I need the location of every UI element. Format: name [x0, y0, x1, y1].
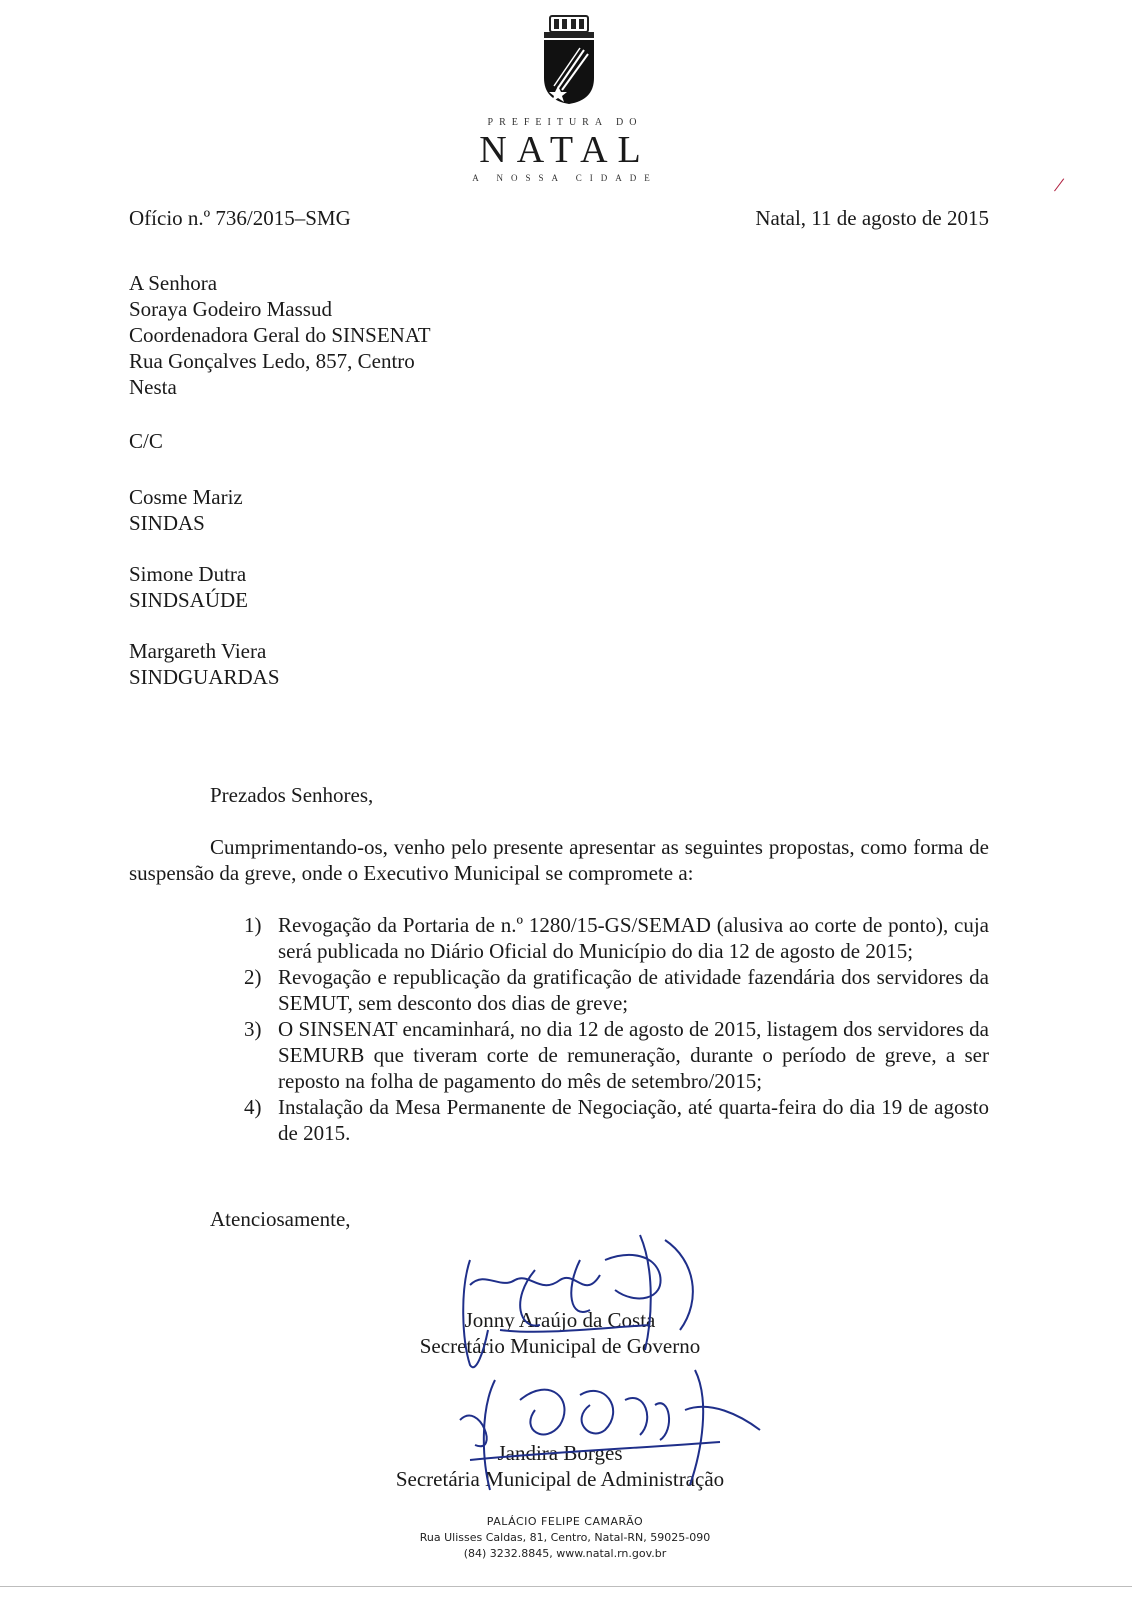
cc-org: SINDAS — [129, 511, 205, 535]
recipient-line: Nesta — [129, 375, 177, 399]
letter-footer — [360, 1514, 770, 1562]
proposal-item — [244, 964, 989, 1016]
recipient-line: Coordenadora Geral do SINSENAT — [129, 323, 431, 347]
proposal-item — [244, 1094, 989, 1146]
bottom-divider — [0, 1586, 1132, 1587]
proposal-number: 3) — [244, 1017, 262, 1041]
letterhead-prefix: PREFEITURA DO — [487, 117, 643, 128]
letterhead-tagline: A NOSSA CIDADE — [472, 173, 658, 183]
footer-address: Rua Ulisses Caldas, 81, Centro, Natal-RN, 59025-090 — [419, 1531, 711, 1544]
cc-entry — [129, 638, 280, 690]
margin-pen-mark: / — [1052, 171, 1066, 198]
cc-entry — [129, 484, 243, 536]
signatory-title: Secretário Municipal de Governo — [419, 1334, 701, 1358]
signatory-title: Secretária Municipal de Administração — [395, 1467, 725, 1491]
cc-org: SINDSAÚDE — [129, 588, 249, 612]
cc-org: SINDGUARDAS — [129, 665, 280, 689]
cc-label: C/C — [129, 429, 163, 453]
proposal-text: Instalação da Mesa Permanente de Negociação, até quarta-feira do dia 19 de agosto de 2015. — [278, 1095, 989, 1145]
footer-building: PALÁCIO FELIPE CAMARÃO — [486, 1515, 644, 1528]
proposal-text: Revogação da Portaria de n.º 1280/15-GS/SEMAD (alusiva ao corte de ponto), cuja será publicada no Diário Oficial do Município do dia 12 de agosto de 2015; — [278, 913, 989, 963]
proposal-number: 4) — [244, 1095, 262, 1119]
cc-entry — [129, 561, 248, 613]
proposal-item — [244, 912, 989, 964]
letterhead-city: NATAL — [479, 129, 651, 171]
recipient-line: Soraya Godeiro Massud — [129, 297, 332, 321]
signatory-name: Jonny Araújo da Costa — [464, 1308, 656, 1332]
salutation: Prezados Senhores, — [210, 783, 374, 807]
cc-name: Simone Dutra — [129, 562, 247, 586]
proposal-text: O SINSENAT encaminhará, no dia 12 de agosto de 2015, listagem dos servidores da SEMURB que tiveram corte de remuneração, durante o período de greve, a ser reposto na folha de pagamento do mês de setembro/2015; — [278, 1017, 989, 1093]
closing: Atenciosamente, — [210, 1207, 351, 1231]
recipient-address — [129, 270, 431, 400]
signatory-name: Jandira Borges — [497, 1441, 623, 1465]
proposal-text: Revogação e republicação da gratificação de atividade fazendária dos servidores da SEMUT, sem desconto dos dias de greve; — [278, 965, 989, 1015]
proposal-item — [244, 1016, 989, 1094]
intro-paragraph: Cumprimentando-os, venho pelo presente apresentar as seguintes propostas, como forma de suspensão da greve, onde o Executivo Municipal se compromete a: — [129, 835, 989, 885]
footer-contact: (84) 3232.8845, www.natal.rn.gov.br — [463, 1547, 667, 1560]
proposal-list — [244, 912, 989, 1146]
recipient-line: Rua Gonçalves Ledo, 857, Centro — [129, 349, 415, 373]
proposal-number: 2) — [244, 965, 262, 989]
municipal-crest-icon — [538, 14, 600, 106]
cc-name: Cosme Mariz — [129, 485, 243, 509]
recipient-line: A Senhora — [129, 271, 218, 295]
cc-name: Margareth Viera — [129, 639, 267, 663]
document-reference: Ofício n.º 736/2015–SMG — [129, 206, 351, 230]
proposal-number: 1) — [244, 913, 262, 937]
document-date: Natal, 11 de agosto de 2015 — [755, 206, 989, 230]
